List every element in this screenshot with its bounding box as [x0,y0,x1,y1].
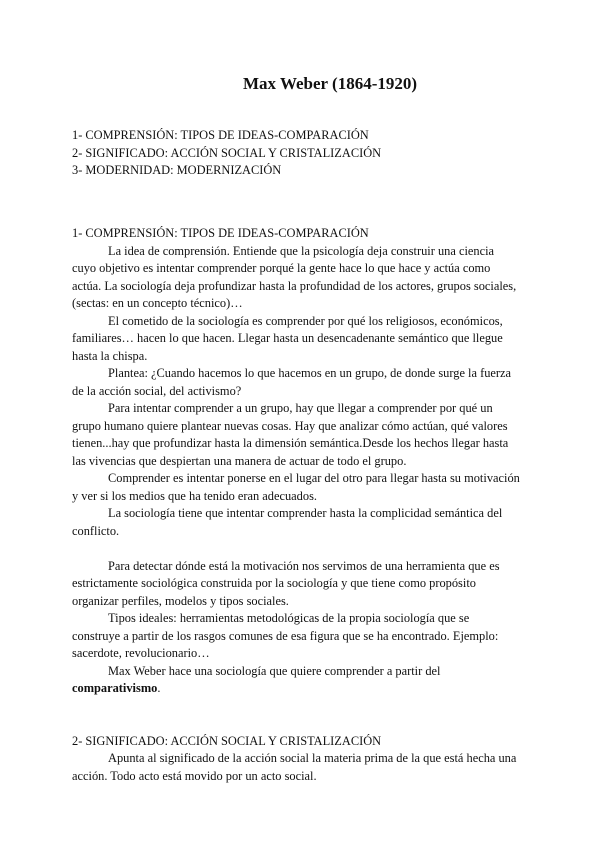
bold-term: comparativismo [72,681,158,695]
section-heading [72,733,381,749]
text-line [72,645,210,661]
text-line [72,628,498,644]
text-line-content: La sociología tiene que intentar comprender hasta la complicidad semántica del [108,506,503,520]
text-line [72,523,119,539]
text-line-content: tienen...hay que profundizar hasta la dimensión semántica.Desde los hechos llegar hasta [72,436,509,450]
text-line [72,593,289,609]
text-line-content: Plantea: ¿Cuando hacemos lo que hacemos en un grupo, de donde surge la fuerza [108,366,512,380]
text-line-content: y ver si los medios que ha tenido eran adecuados. [72,488,317,503]
text-line-content: familiares… hacen lo que hacen. Llegar hasta un desencadenante semántico que llegue [72,331,503,345]
text-line [108,663,441,679]
document-title: Max Weber (1864-1920) [242,74,418,93]
text-line-content: sacerdote, revolucionario… [72,646,210,660]
text-line [72,418,508,434]
text-line [72,295,243,311]
text-line [72,680,160,696]
text-line-content: Para detectar dónde está la motivación nos servimos de una herramienta que es [108,558,500,573]
text-line-content: Comprender es intentar ponerse en el lugar del otro para llegar hasta su motivación [108,471,520,485]
toc-item-1: 1- COMPRENSIÓN: TIPOS DE IDEAS-COMPARACIÓN [72,128,369,142]
text-line [72,348,147,364]
text-line-content: conflicto. [72,523,120,538]
text-line [72,278,516,294]
section-heading [72,225,369,241]
text-line-content: de la acción social, del activismo? [72,383,242,398]
text-line [108,365,511,381]
text-line-content: (sectas: en un concepto técnico)… [72,296,243,310]
text-line [72,383,241,399]
text-line-content: hasta la chispa. [72,348,148,363]
text-line-content: estrictamente sociológica construida por la sociología y que tiene como propósito [72,576,476,590]
text-line-content: 1- COMPRENSIÓN: TIPOS DE IDEAS-COMPARACIÓN [72,226,369,240]
toc-item-3: 3- MODERNIDAD: MODERNIZACIÓN [72,163,282,177]
text-line [72,260,490,276]
text-line [72,435,508,451]
text-line-content: Apunta al significado de la acción social la materia prima de la que está hecha una [108,751,517,765]
text-line [72,330,503,346]
text-line [108,505,502,521]
text-line [108,313,503,329]
text-line-content: 2- SIGNIFICADO: ACCIÓN SOCIAL Y CRISTALIZACIÓN [72,733,382,748]
text-line [72,488,317,504]
text-line-content: construye a partir de los rasgos comunes de esa figura que se ha encontrado. Ejemplo: [72,628,499,643]
text-line [108,610,469,626]
text-line [108,750,516,766]
text-line-content: organizar perfiles, modelos y tipos sociales. [72,593,289,608]
text-line-content: El cometido de la sociología es comprender por qué los religiosos, económicos, [108,313,503,328]
text-line [72,768,317,784]
text-line [108,558,500,574]
text-line-content: actúa. La sociología deja profundizar hasta la profundidad de los actores, grupos sociales, [72,278,517,293]
text-line-content: las vivencias que despiertan una manera de actuar de todo el grupo. [72,453,407,468]
toc-item-2: 2- SIGNIFICADO: ACCIÓN SOCIAL Y CRISTALIZACIÓN [72,146,382,160]
text-line-content: acción. Todo acto está movido por un acto social. [72,768,317,783]
text-line-content: Tipos ideales: herramientas metodológicas de la propia sociología que se [108,611,470,625]
text-line [108,400,493,416]
text-line-content: Max Weber hace una sociología que quiere comprender a partir del [108,663,441,678]
text-line [108,470,520,486]
text-line-content: grupo humano quiere plantear nuevas cosas. Hay que analizar cómo actúan, qué valores [72,418,508,433]
text-line [108,243,494,259]
text-line-content: La idea de comprensión. Entiende que la psicología deja construir una ciencia [108,243,495,258]
text-line [72,453,406,469]
text-line-content: Para intentar comprender a un grupo, hay que llegar a comprender por qué un [108,401,493,415]
text-line-content: . [157,681,161,695]
text-line-content: cuyo objetivo es intentar comprender porqué la gente hace lo que hace y actúa como [72,261,491,275]
text-line [72,575,476,591]
